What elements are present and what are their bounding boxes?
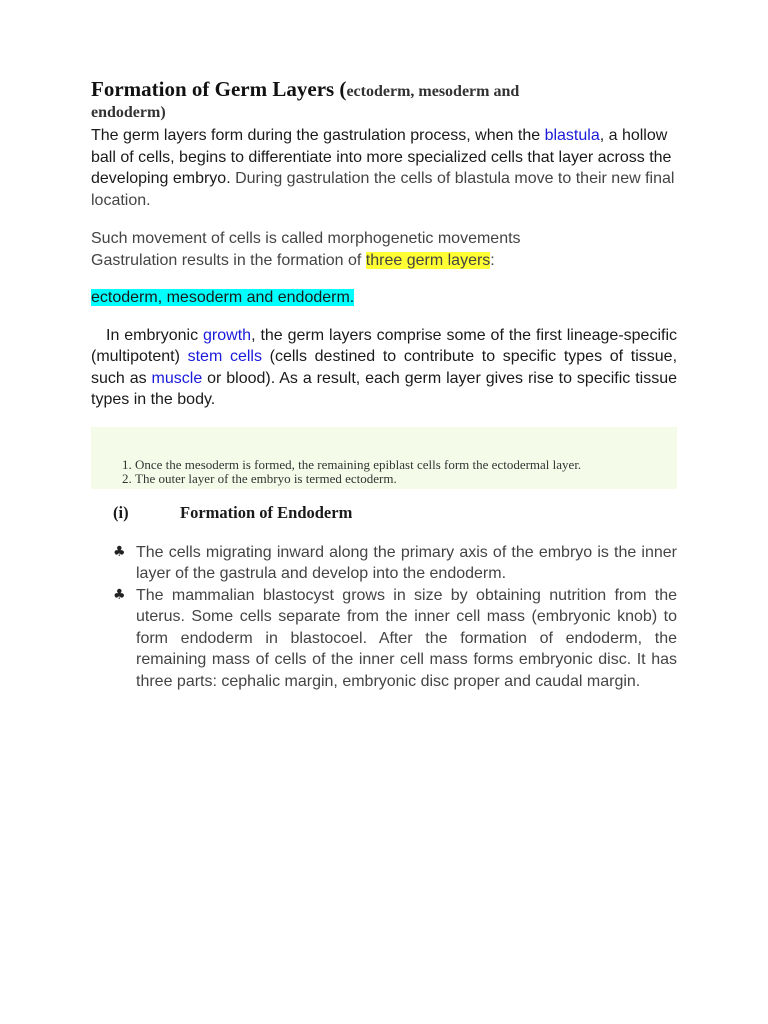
growth-text-2: , the germ layers comprise some of the first lineage-specific (multipotent) [91, 326, 677, 365]
growth-text-4: or blood). As a result, each germ layer gives rise to specific tissue types in the body. [91, 369, 677, 408]
endoderm-bullet-list [91, 542, 677, 693]
morphogenetic-paragraph [91, 228, 677, 271]
list-item [91, 542, 677, 585]
page-title [91, 78, 677, 123]
morphogenetic-line: Such movement of cells is called morphogenetic movements [91, 230, 521, 247]
intro-text-3: During gastrulation the cells of blastula move to their new final location. [91, 170, 675, 209]
blastula-link[interactable]: blastula [544, 127, 600, 144]
gastrulation-text: Gastrulation results in the formation of [91, 251, 366, 269]
club-icon: ♣ [113, 543, 126, 560]
document-content [91, 78, 677, 692]
club-icon: ♣ [113, 586, 126, 603]
note-box [91, 427, 677, 489]
title-main: Formation of Germ Layers ( [91, 77, 347, 101]
growth-text-1: In embryonic [106, 326, 204, 344]
note-item: 2. The outer layer of the embryo is termed ectoderm. [135, 472, 581, 487]
bullet-text: The cells migrating inward along the primary axis of the embryo is the inner layer of the gastrula and develop into the endoderm. [136, 543, 677, 582]
colon-text: : [490, 251, 495, 269]
muscle-link[interactable]: muscle [151, 369, 203, 387]
intro-text-2: , a hollow ball of cells, begins to differentiate into more specialized cells that layer across the developing embryo. [91, 127, 672, 187]
germ-layers-list-line [91, 287, 677, 309]
note-list [113, 458, 581, 487]
germ-layers-highlight: ectoderm, mesoderm and endoderm. [91, 289, 355, 306]
title-subtitle: ectoderm, mesoderm and [346, 83, 520, 100]
embryonic-growth-paragraph [91, 325, 677, 411]
growth-link[interactable]: growth [203, 326, 252, 344]
list-item [91, 585, 677, 693]
note-item: 1. Once the mesoderm is formed, the remaining epiblast cells form the ectodermal layer. [135, 458, 581, 473]
section-number: (i) [113, 502, 129, 522]
bullet-text: The mammalian blastocyst grows in size by obtaining nutrition from the uterus. Some cells separate from the inner cell mass (embryonic knob) to form endoderm in blastocoel. After the formation of endoderm, the remaining mass of cells of the inner cell mass forms embryonic disc. It has three parts: cephalic margin, embryonic disc proper and caudal margin. [136, 586, 677, 690]
growth-text-3: (cells destined to contribute to specific types of tissue, such as [91, 348, 678, 387]
section-title: Formation of Endoderm [180, 502, 353, 522]
title-subtitle-continued: endoderm) [91, 104, 166, 121]
intro-paragraph [91, 125, 677, 211]
intro-text-1: The germ layers form during the gastrulation process, when the [91, 127, 545, 144]
stem-cells-link[interactable]: stem cells [187, 348, 262, 365]
three-germ-layers-highlight: three germ layers [365, 251, 491, 269]
section-heading [113, 503, 677, 525]
